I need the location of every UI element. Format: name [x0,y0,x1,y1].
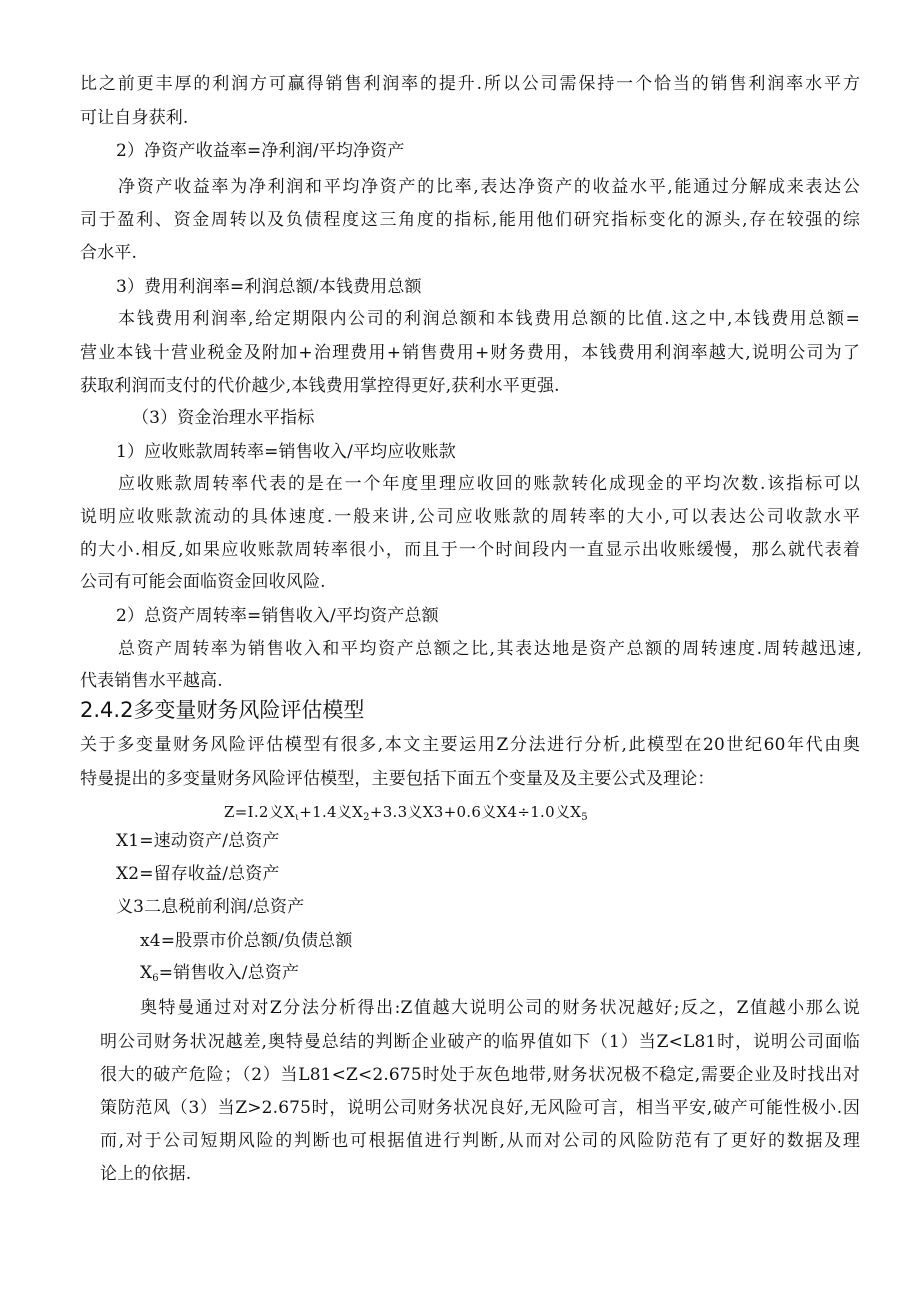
section-heading: 2.4.2多变量财务风险评估模型 [80,698,365,722]
paragraph-line: 合水平. [80,243,138,263]
paragraph-line: 司于盈利、资金周转以及负债程度这三角度的指标,能用他们研究指标变化的源头,存在较强的综 [80,210,860,230]
paragraph-line: 可让自身获利. [80,108,189,128]
paragraph-line: 明公司财务状况越差,奥特曼总结的判断企业破产的临界值如下（1）当Z<L81时，说明公司面临 [100,1032,860,1052]
paragraph-line: 很大的破产危险；（2）当L81<Z<2.675时处于灰色地带,财务状况极不稳定,需要企业及时找出对 [100,1065,860,1085]
paragraph-line: 说明应收账款流动的具体速度.一般来讲,公司应收账款的周转率的大小,可以表达公司收款水平 [80,507,860,527]
variable-definition-x1: X1=速动资产/总资产 [116,831,280,851]
paragraph-line: 应收账款周转率代表的是在一个年度里理应收回的账款转化成现金的平均次数.该指标可以 [118,474,860,494]
list-item-net-asset-return: 2）净资产收益率=净利润/平均净资产 [116,141,405,161]
variable-definition-x5: $X_6=$销售收入/总资产 [140,963,300,984]
variable-definition-x2: X2=留存收益/总资产 [116,864,280,884]
list-item-cost-profit-ratio: 3）费用利润率=利润总额/本钱费用总额 [116,277,422,297]
paragraph-line: 代表销售水平越高. [80,671,223,691]
paragraph-line: 比之前更丰厚的利润方可赢得销售利润率的提升.所以公司需保持一个恰当的销售利润率水平方 [80,74,860,94]
variable-definition-x4: x4=股票市价总额/负债总额 [140,931,353,951]
paragraph-line: 论上的依据. [100,1164,192,1184]
paragraph-line: 的大小.相反,如果应收账款周转率很小，而且于一个时间段内一直显示出收账缓慢，那么就代表着 [80,540,860,560]
paragraph-line: 奥特曼通过对对Z分法分析得出:Z值越大说明公司的财务状况越好;反之，Z值越小那么说 [140,998,860,1018]
paragraph-line: 净资产收益率为净利润和平均净资产的比率,表达净资产的收益水平,能通过分解成来表达公 [118,177,860,197]
paragraph-line: 本钱费用利润率,给定期限内公司的利润总额和本钱费用总额的比值.这之中,本钱费用总额= [118,309,860,329]
variable-definition-x3: 义3二息税前利润/总资产 [116,897,305,917]
paragraph-line: 而,对于公司短期风险的判断也可根据值进行判断,从而对公司的风险防范有了更好的数据及理 [100,1131,860,1151]
paragraph-line: 营业本钱十营业税金及附加+治理费用+销售费用+财务费用，本钱费用利润率越大,说明公司为了 [80,343,860,363]
paragraph-line: 关于多变量财务风险评估模型有很多,本文主要运用Z分法进行分析,此模型在20世纪60年代由奥 [80,735,860,755]
subsection-title: （3）资金治理水平指标 [132,408,315,428]
list-item-receivable-turnover: 1）应收账款周转率=销售收入/平均应收账款 [116,442,456,462]
z-score-formula: Z=I.2义$X_\iota+1.4$义$X_2+3.3$义X3+0.6义X4÷1.0义$X_5$ [224,803,588,823]
paragraph-line: 获取利润而支付的代价越少,本钱费用掌控得更好,获利水平更强. [80,376,560,396]
paragraph-line: 总资产周转率为销售收入和平均资产总额之比,其表达地是资产总额的周转速度.周转越迅速, [118,639,862,659]
paragraph-line: 公司有可能会面临资金回收风险. [80,572,326,592]
paragraph-line: 特曼提出的多变量财务风险评估模型，主要包括下面五个变量及及主要公式及理论： [80,769,715,789]
list-item-asset-turnover: 2）总资产周转率=销售收入/平均资产总额 [116,606,439,626]
paragraph-line: 策防范风（3）当Z>2.675时，说明公司财务状况良好,无风险可言，相当平安,破产可能性极小.因 [100,1098,860,1118]
